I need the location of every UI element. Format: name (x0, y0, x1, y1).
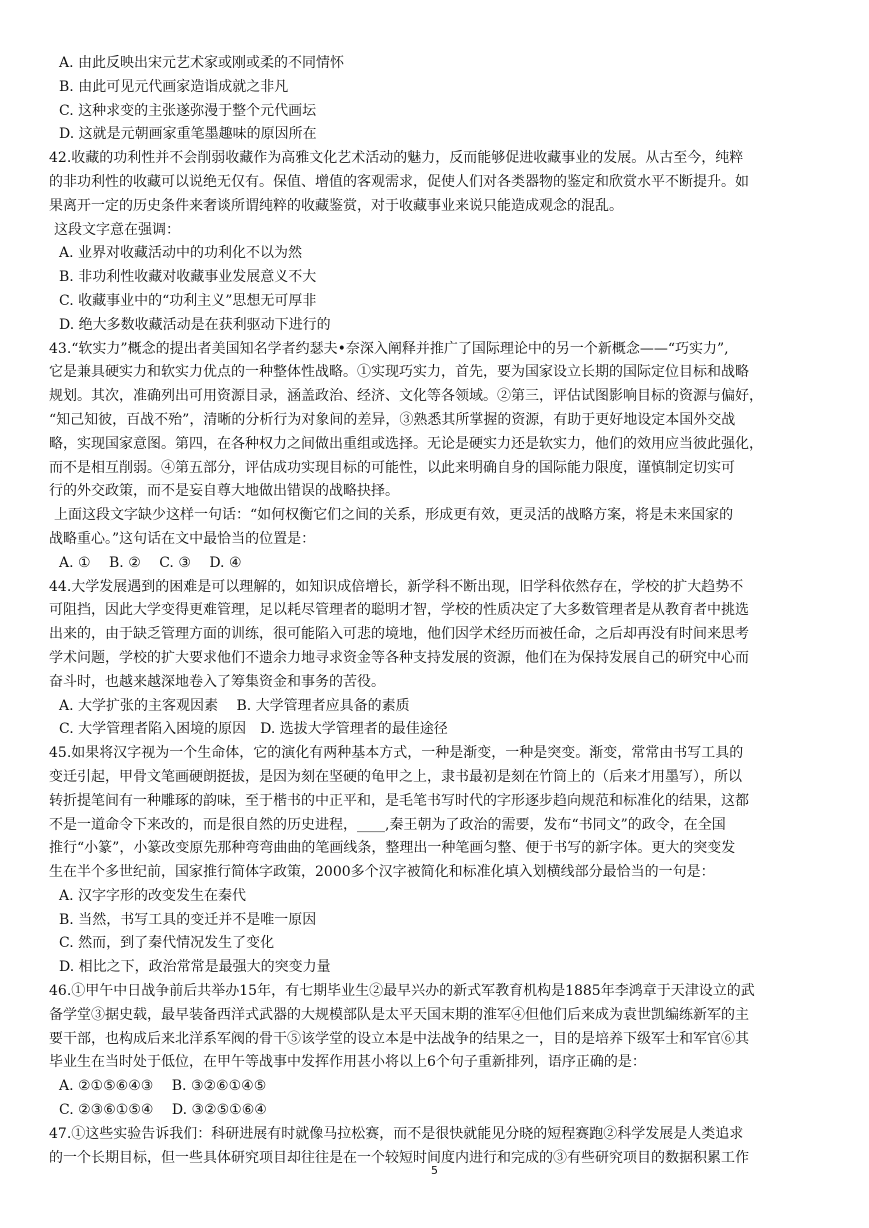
option-line: A. 汉字字形的改变发生在秦代 (59, 887, 247, 904)
question-43-text: 行的外交政策，而不是妄自尊大地做出错误的战略抉择。 (49, 483, 399, 500)
question-47-text: 47.①这些实验告诉我们：科研进展有时就像马拉松赛，而不是很快就能见分晓的短程赛跑②科学发展是人类追求 (49, 1125, 744, 1142)
question-45-text: 生在半个多世纪前，国家推行简体字政策，2000多个汉字被简化和标准化填入划横线部分最恰当的一句是： (49, 864, 715, 881)
question-44-text: 出来的，由于缺乏管理方面的训练，很可能陷入可悲的境地，他们因学术经历而被任命，之后却再没有时间来思考 (49, 626, 749, 643)
question-44-text: 可阻挡，因此大学变得更难管理，足以耗尽管理者的聪明才智，学校的性质决定了大多数管理者是从教育者中挑选 (49, 602, 749, 619)
question-43-prompt: 上面这段文字缺少这样一句话：“如何权衡它们之间的关系，形成更有效，更灵活的战略方案，将是未来国家的 (54, 507, 734, 524)
question-46-text: 毕业生在当时处于低位，在甲午等战事中发挥作用甚小将以上6个句子重新排列，语序正确的是： (49, 1054, 646, 1071)
question-43-text: “知己知彼，百战不殆”，清晰的分析行为对象间的差异，③熟悉其所掌握的资源，有助于更好地设定本国外交战 (49, 411, 736, 428)
question-43-prompt: 战略重心。”这句话在文中最恰当的位置是： (49, 530, 316, 547)
question-45-text: 不是一道命令下来改的，而是很自然的历史进程，____,秦王朝为了政治的需要，发布“书同文”的政令，在全国 (49, 816, 726, 833)
option-line: C. 然而，到了秦代情况发生了变化 (59, 935, 275, 952)
option-line: D. 相比之下，政治常常是最强大的突变力量 (59, 959, 331, 976)
question-42-text: 的非功利性的收藏可以说绝无仅有。保值、增值的客观需求，促使人们对各类器物的鉴定和欣赏水平不断提升。如 (49, 173, 749, 190)
question-45-text: 变迁引起，甲骨文笔画硬朗挺拔，是因为刻在坚硬的龟甲之上，隶书最初是刻在竹筒上的（后来才用墨写），所以 (49, 768, 742, 785)
option-line: B. 非功利性收藏对收藏事业发展意义不大 (59, 269, 317, 286)
question-43-text: 43.“软实力”概念的提出者美国知名学者约瑟夫•奈深入阐释并推广了国际理论中的另一个新概念——“巧实力”, (49, 340, 729, 357)
option-line: D. 绝大多数收藏活动是在获利驱动下进行的 (59, 316, 331, 333)
option-line: B. 由此可见元代画家造诣成就之非凡 (59, 78, 289, 95)
option-line: A. 由此反映出宋元艺术家或刚或柔的不同情怀 (59, 55, 345, 71)
question-44-text: 学术问题，学校的扩大要求他们不遗余力地寻求资金等各种支持发展的资源，他们在为保持发展自己的研究中心而 (49, 649, 749, 666)
question-45-text: 转折提笔间有一种雕琢的韵味，至于楷书的中正平和，是毛笔书写时代的字形逐步趋向规范和标准化的结果，这都 (49, 792, 749, 809)
question-42-text: 42.收藏的功利性并不会削弱收藏作为高雅文化艺术活动的魅力，反而能够促进收藏事业的发展。从古至今，纯粹 (49, 150, 744, 167)
option-line: B. 当然，书写工具的变迁并不是唯一原因 (59, 911, 317, 928)
question-45-text: 45.如果将汉字视为一个生命体，它的演化有两种基本方式，一种是渐变，一种是突变。渐变，常常由书写工具的 (49, 745, 744, 762)
document-page (49, 52, 821, 1194)
question-45-text: 推行“小篆”，小篆改变原先那种弯弯曲曲的笔画线条，整理出一种笔画匀整、便于书写的新字体。更大的突变发 (49, 840, 736, 857)
option-line: A. ① B. ② C. ③ D. ④ (59, 554, 242, 571)
option-line: A. ②①⑤⑥④③ B. ③②⑥①④⑤ (59, 1078, 267, 1095)
question-43-text: 它是兼具硬实力和软实力优点的一种整体性战略。①实现巧实力，首先，要为国家设立长期的国际定位目标和战略 (49, 364, 749, 381)
question-42-text: 果离开一定的历史条件来奢谈所谓纯粹的收藏鉴赏，对于收藏事业来说只能造成观念的混乱。 (49, 197, 623, 214)
question-43-text: 而不是相互削弱。④第五部分，评估成功实现目标的可能性，以此来明确自身的国际能力限度，谨慎制定切实可 (49, 459, 735, 476)
question-43-text: 略，实现国家意图。第四，在各种权力之间做出重组或选择。无论是硬实力还是软实力，他们的效用应当彼此强化， (49, 435, 763, 452)
option-line: C. 大学管理者陷入困境的原因 D. 选拔大学管理者的最佳途径 (59, 721, 448, 738)
question-46-text: 备学堂③据史载，最早装备西洋式武器的大规模部队是太平天国末期的淮军④但他们后来成为袁世凯编练新军的主 (49, 1006, 749, 1023)
option-line: C. 收藏事业中的“功利主义”思想无可厚非 (59, 292, 317, 309)
option-line: A. 业界对收藏活动中的功利化不以为然 (59, 245, 303, 262)
question-47-text: 的一个长期目标，但一些具体研究项目却往往是在一个较短时间度内进行和完成的③有些研究项目的数据积累工作 (49, 1149, 749, 1166)
option-line: C. ②③⑥①⑤④ D. ③②⑤①⑥④ (59, 1102, 267, 1119)
question-42-prompt: 这段文字意在强调： (54, 221, 180, 238)
question-44-text: 奋斗时，也越来越深地卷入了筹集资金和事务的苦役。 (49, 673, 385, 690)
page-number: 5 (431, 1164, 438, 1177)
question-44-text: 44.大学发展遇到的困难是可以理解的，如知识成倍增长，新学科不断出现，旧学科依然存在，学校的扩大趋势不 (49, 578, 744, 595)
question-46-text: 46.①甲午中日战争前后共举办15年，有七期毕业生②最早兴办的新式军教育机构是1885年李鸿章于天津设立的武 (49, 983, 755, 1000)
question-43-text: 规划。其次，准确列出可用资源目录，涵盖政治、经济、文化等各领域。②第三，评估试图影响目标的资源与偏好， (49, 388, 763, 405)
option-line: A. 大学扩张的主客观因素 B. 大学管理者应具备的素质 (59, 697, 410, 714)
option-line: D. 这就是元朝画家重笔墨趣味的原因所在 (59, 126, 317, 143)
question-46-text: 要干部，也构成后来北洋系军阀的骨干⑤该学堂的设立本是中法战争的结果之一，目的是培养下级军士和军官⑥其 (49, 1030, 749, 1047)
option-line: C. 这种求变的主张遂弥漫于整个元代画坛 (59, 102, 317, 119)
